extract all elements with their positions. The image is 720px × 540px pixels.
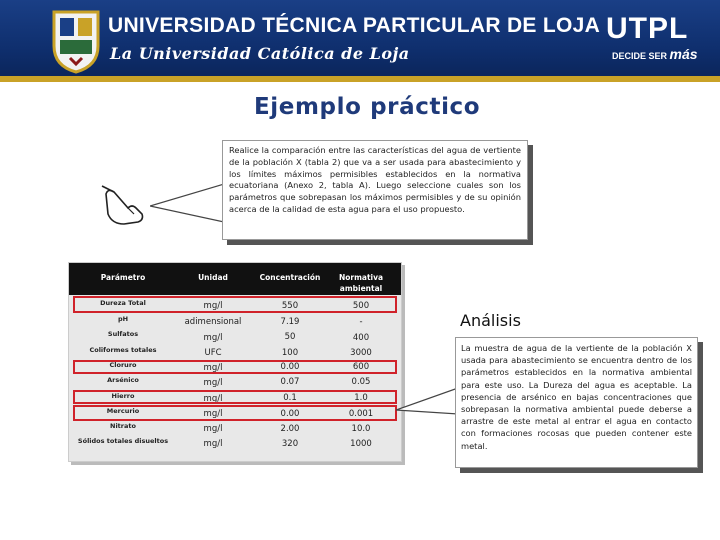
row-normativa: 600 [352, 362, 370, 372]
header-unidad: Unidad [198, 273, 228, 282]
row-normativa: 500 [352, 301, 370, 311]
utpl-slogan-small: DECIDE SER [612, 51, 668, 61]
university-tagline: La Universidad Católica de Loja [110, 44, 410, 63]
analysis-callout-pointer [396, 384, 462, 418]
row-unidad: mg/l [203, 333, 223, 343]
utpl-slogan-big: más [669, 46, 698, 62]
row-normativa: 0.001 [348, 409, 374, 419]
highlight-cloruro [73, 360, 397, 374]
row-concentracion: 100 [281, 348, 299, 358]
analysis-title: Análisis [460, 311, 521, 330]
row-parametro: pH [117, 315, 129, 323]
header-concentracion: Concentración [259, 273, 321, 282]
row-concentracion: 550 [281, 301, 299, 311]
row-unidad: mg/l [203, 378, 223, 388]
highlight-hierro [73, 390, 397, 404]
highlight-mercurio [73, 405, 397, 421]
row-unidad: mg/l [203, 394, 223, 404]
row-concentracion: 7.19 [280, 317, 300, 327]
row-unidad: mg/l [203, 439, 223, 449]
header-parametro: Parámetro [100, 273, 146, 282]
utpl-logo-text: UTPL [606, 12, 689, 45]
row-parametro: Mercurio [106, 407, 140, 415]
row-normativa: 400 [352, 333, 370, 343]
row-normativa: 1000 [350, 439, 372, 449]
slide-title: Ejemplo práctico [254, 94, 481, 120]
row-unidad: mg/l [203, 409, 223, 419]
header-accent-bar [0, 76, 720, 82]
row-parametro: Dureza Total [100, 299, 146, 307]
row-unidad: mg/l [203, 363, 223, 373]
row-unidad: adimensional [184, 317, 242, 327]
row-unidad: mg/l [203, 301, 223, 311]
row-parametro: Cloruro [109, 361, 137, 369]
row-normativa: 10.0 [351, 424, 371, 434]
task-instructions-box: Realice la comparación entre las características del agua de vertiente de la población X (tabla 2) que va a ser usada para abastecimiento y los límites máximos permisibles establecidos en la normativa ecuatoriana (Anexo 2, tabla A). Luego seleccione cuales son los parámetros que sobrepasan los máximos permisibles y de su opinión acerca de la calidad de esta agua para el uso propuesto. [222, 140, 528, 240]
writing-hand-icon [98, 184, 148, 228]
row-concentracion: 2.00 [280, 424, 300, 434]
row-parametro: Nitrato [110, 422, 136, 430]
row-normativa: 0.05 [351, 377, 371, 387]
header-normativa: Normativa ambiental [338, 273, 384, 293]
row-parametro: Sulfatos [107, 330, 139, 338]
row-concentracion: 0.00 [280, 409, 300, 419]
row-concentracion: 0.00 [280, 362, 300, 372]
highlight-dureza-total [73, 296, 397, 313]
row-parametro: Hierro [111, 392, 135, 400]
row-concentracion: 0.1 [283, 393, 297, 403]
row-parametro: Coliformes totales [89, 346, 157, 354]
row-normativa: 1.0 [354, 393, 368, 403]
row-parametro: Sólidos totales disueltos [77, 437, 169, 445]
row-unidad: mg/l [203, 424, 223, 434]
university-crest-icon [50, 6, 102, 74]
task-callout-pointer [150, 178, 230, 228]
row-concentracion: 320 [281, 439, 299, 449]
university-name: UNIVERSIDAD TÉCNICA PARTICULAR DE LOJA [108, 14, 601, 37]
row-concentracion: 50 [284, 332, 296, 342]
row-normativa: - [359, 317, 363, 327]
utpl-slogan [612, 46, 698, 62]
water-quality-table [68, 262, 402, 462]
analysis-text-box: La muestra de agua de la vertiente de la población X usada para abastecimiento se encuentra dentro de los parámetros establecidos en la normativa ambiental para este uso. La Dureza del agua es aceptable. La presencia de arsénico en bajas concentraciones que sobrepasan la normativa ambiental puede deberse a arrastre de este metal al entrar el agua en contacto con formaciones rocosas que pueden contener este metal. [455, 337, 698, 468]
row-unidad: UFC [204, 348, 222, 358]
row-parametro: Arsénico [107, 376, 139, 384]
row-normativa: 3000 [350, 348, 372, 358]
row-concentracion: 0.07 [280, 377, 300, 387]
